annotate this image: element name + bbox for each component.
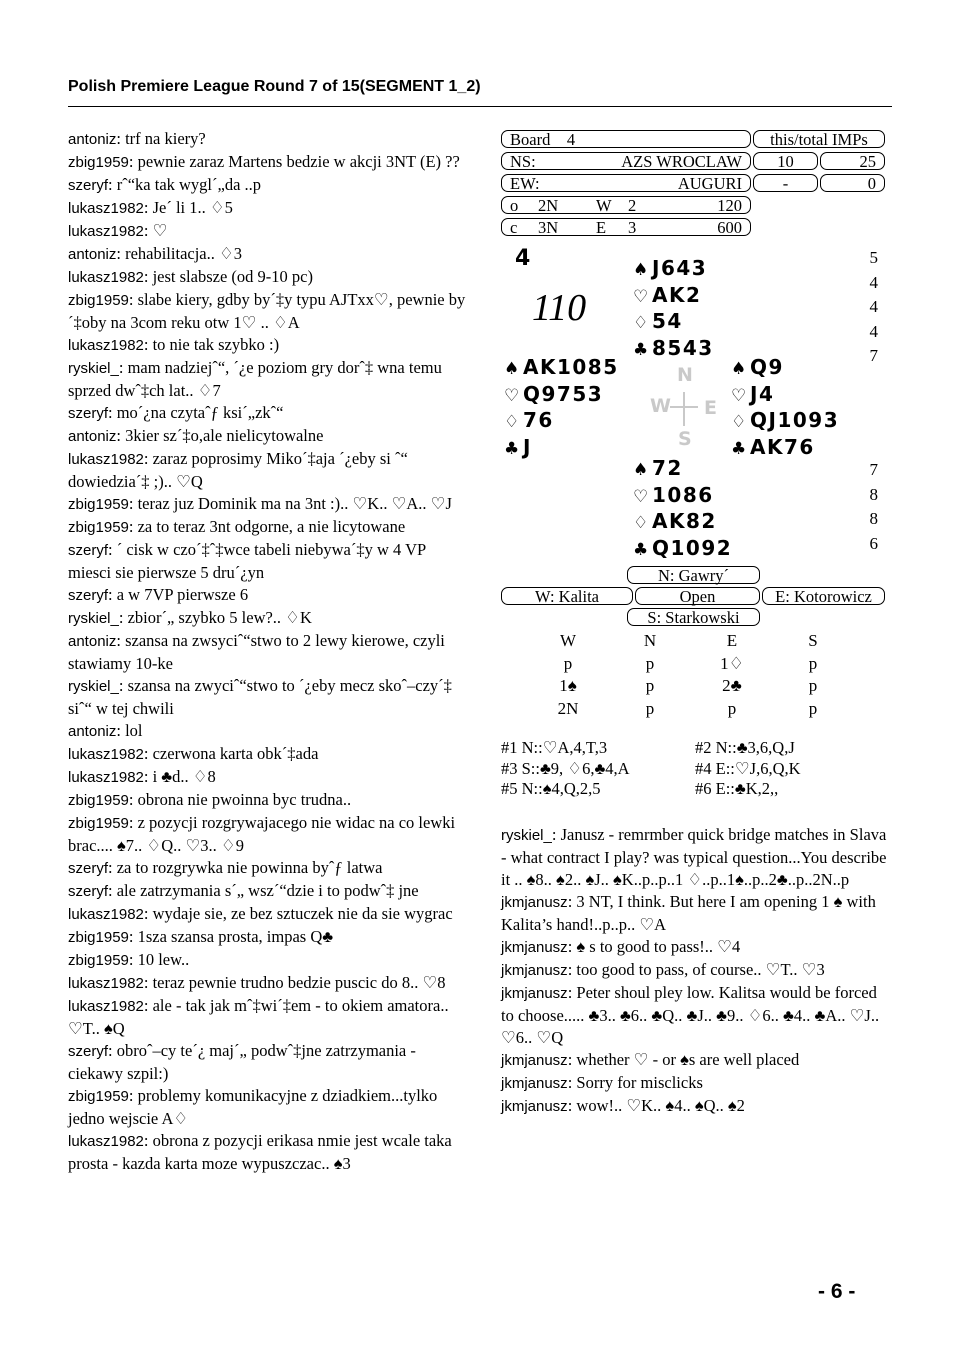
comment-line [68,402,466,425]
board-num: 4 [566,130,576,149]
comment-text: : problemy komunikacyjne z dziadkiem...tylko jedno wejscie A♢ [68,1086,438,1128]
comment-line [501,936,893,959]
east-spades: ♠ Q9 [731,355,839,382]
ns-team: AZS WROCLAW [621,152,742,171]
comment-text: : ale - tak jak mˆ‡wi´‡em - to okiem amatora.. ♡T.. ♠Q [68,996,449,1038]
auction-col-w: W p 1♠ 2N [557,631,579,718]
comment-text: : zbior´„ szybko 5 lew?.. ♢K [118,608,312,627]
open-room-result [501,196,751,214]
club-icon: ♣ [504,438,520,459]
comment-text: : Sorry for misclicks [567,1073,703,1092]
diamond-icon: ♢ [633,513,649,533]
comment-nick: lukasz1982 [68,1133,144,1150]
comment-line [68,630,466,675]
south-hearts: ♡ 1086 [633,483,732,510]
spade-icon: ♠ [633,460,649,480]
comment-line [68,743,466,766]
comment-nick: lukasz1982 [68,337,144,354]
comment-line [68,812,466,857]
ns-total-imps: 25 [820,152,885,170]
comment-line [68,766,466,789]
comment-nick: antoniz [68,131,117,148]
comment-nick: jkmjanusz [501,962,568,979]
comment-line [501,982,893,1049]
north-diamonds: ♢ 54 [633,309,714,336]
auction-col-s: S p p p [808,631,818,718]
comment-line [68,972,466,995]
imps-label-box: this/total IMPs [753,130,885,148]
comment-text: : trf na kiery? [116,129,206,148]
comment-nick: zbig1959 [68,815,129,832]
comment-text: : slabe kiery, gdby by´‡y typu AJTxx♡, pewnie by´‡oby na 3com reku otw 1♡ .. ♢A [68,290,466,332]
comment-line [68,334,466,357]
comment-nick: ryskiel_ [68,360,119,377]
player-south: S: Starkowski [627,608,760,626]
comment-nick: szeryf [68,542,109,559]
comment-nick: zbig1959 [68,929,129,946]
comment-text: : wow!.. ♡K.. ♠4.. ♠Q.. ♠2 [567,1096,745,1115]
open-declarer: W [596,196,612,215]
comment-line [68,926,466,949]
comment-text: : jest slabsze (od 9-10 pc) [143,267,313,286]
comment-line [68,903,466,926]
comment-nick: lukasz1982 [68,223,144,240]
comment-line [68,289,466,334]
comment-nick: lukasz1982 [68,769,144,786]
comment-line [68,584,466,607]
trick-lead: #4 E::♡J,6,Q,K [695,758,801,778]
closed-score: 600 [717,218,742,237]
page-header-title: Polish Premiere League Round 7 of 15(SEGMENT 1_2) [68,78,481,95]
trick-lead: #2 N::♣3,6,Q,J [695,738,795,757]
comment-text: : obrona nie pwoinna byc trudna.. [128,790,352,809]
comment-line [68,1130,466,1175]
comment-text: : zaraz poprosimy Miko´‡aja ´¿eby si ˆ“ dowiedzia´‡ ;).. ♡Q [68,449,408,491]
comment-nick: zbig1959 [68,292,129,309]
comment-line [68,197,466,220]
open-score: 120 [717,196,742,215]
closed-contract: 3N [538,218,559,237]
comment-line [68,1040,466,1085]
comment-text: : ale zatrzymania s´„ wsz´“dzie i to podwˆ‡ jne [108,881,419,900]
comment-nick: zbig1959 [68,952,129,969]
comment-line [68,720,466,743]
comment-line [501,1095,893,1118]
comment-nick: lukasz1982 [68,269,144,286]
comment-text: : mam nadziejˆ“, ´¿e poziom gry dorˆ‡ wna temu sprzed dwˆ‡ch lat.. ♢7 [68,358,442,400]
comment-nick: lukasz1982 [68,998,144,1015]
comment-nick: antoniz [68,633,117,650]
comment-text: : szansa na zwyciˆ“stwo to ´¿eby mecz skoˆ–czy´‡ siˆ“ w tej chwili [68,676,452,718]
ew-team: AUGURI [677,174,742,193]
comment-line [501,891,893,936]
comment-nick: antoniz [68,428,117,445]
player-north: N: Gawry´ [627,566,760,584]
club-icon: ♣ [633,539,649,560]
ns-label: NS: [510,152,536,171]
comment-nick: antoniz [68,246,117,263]
comment-nick: zbig1959 [68,792,129,809]
diamond-icon: ♢ [633,313,649,333]
comment-line [68,266,466,289]
comment-nick: lukasz1982 [68,906,144,923]
comment-nick: jkmjanusz [501,1098,568,1115]
north-spades: ♠ J643 [633,256,714,283]
auction-col-e: E 1♢ 2♣ p [720,631,744,718]
comment-line [68,448,466,493]
compass-east: E [704,397,717,419]
heart-icon: ♡ [504,385,520,406]
comment-nick: ryskiel_ [68,610,119,627]
west-hand [504,355,619,461]
comment-nick: jkmjanusz [501,1075,568,1092]
comment-nick: lukasz1982 [68,746,144,763]
ew-total-imps: 0 [820,174,885,192]
hcp-south-column: 7 8 8 6 [869,460,878,553]
comment-line [68,425,466,448]
closed-room: c [510,218,518,237]
comment-line [68,128,466,151]
comment-nick: szeryf [68,860,109,877]
comment-line [68,675,466,720]
leads-right [695,738,801,800]
west-clubs: ♣ J [504,435,619,462]
comment-line [68,151,466,174]
comment-nick: szeryf [68,883,109,900]
open-tricks: 2 [628,196,637,215]
south-hand [633,456,732,562]
comment-text: : 3kier sz´‡o,ale nielicytowalne [116,426,324,445]
west-diamonds: ♢ 76 [504,408,619,435]
comment-line [68,220,466,243]
comment-nick: szeryf [68,587,109,604]
comment-text: : teraz pewnie trudno bedzie puscic do 8.. ♡8 [143,973,446,992]
player-west: W: Kalita [501,587,633,605]
comment-line [68,857,466,880]
auction-col-n: N p p p [643,631,657,718]
comment-nick: ryskiel_ [68,678,119,695]
header-rule [68,106,892,107]
heart-icon: ♡ [633,286,649,307]
deal-board-number: 4 [515,246,531,271]
comment-nick: lukasz1982 [68,451,144,468]
comment-line [68,493,466,516]
comment-nick: jkmjanusz [501,985,568,1002]
comment-line [68,880,466,903]
comment-line [68,949,466,972]
comment-nick: zbig1959 [68,496,129,513]
comment-text: : za to teraz 3nt odgorne, a nie licytowane [128,517,406,536]
comment-text: : 3 NT, I think. But here I am opening 1 ♠ with Kalita’s hand!..p..p.. ♡A [501,892,876,934]
trick-lead: #3 S::♣9, ♢6,♣4,A [501,758,630,778]
spade-icon: ♠ [504,359,520,379]
comment-nick: zbig1959 [68,519,129,536]
comment-text: : Je´ li 1.. ♢5 [143,198,233,217]
north-hand [633,256,714,362]
spade-icon: ♠ [731,359,747,379]
comment-line [68,357,466,402]
comment-text: : czerwona karta obk´‡ada [143,744,319,763]
comment-text: : pewnie zaraz Martens bedzie w akcji 3NT (E) ?? [128,152,460,171]
ew-this-imps: - [753,174,818,192]
east-diamonds: ♢ QJ1093 [731,408,839,435]
comment-text: : too good to pass, of course.. ♡T.. ♡3 [567,960,825,979]
trick-lead: #6 E::♣K,2,, [695,779,779,798]
closed-declarer: E [596,218,607,237]
ew-box [501,174,751,192]
comment-text: : teraz juz Dominik ma na 3nt :).. ♡K.. ♡A.. ♡J [128,494,452,513]
comment-line [68,1085,466,1130]
comment-text: : za to rozgrywka nie powinna byˆƒ latwa [108,858,383,877]
ns-box [501,152,751,170]
ns-this-imps: 10 [753,152,818,170]
deal-score: 110 [532,287,587,329]
comment-line [501,824,893,891]
comment-line [68,243,466,266]
east-hand [731,355,839,461]
comment-text: : wydaje sie, ze bez sztuczek nie da sie wygrac [143,904,453,923]
comment-text: : Janusz - remrmber quick bridge matches in Slava - what contract I play? was typical question...You describe it .. ♠8.. ♠2.. ♠J.. ♠K..p..p..1 ♢..p..1♠..p..2♣..p..2N..p [501,825,887,889]
west-spades: ♠ AK1085 [504,355,619,382]
south-diamonds: ♢ AK82 [633,509,732,536]
comment-text: : a w 7VP pierwsze 6 [108,585,249,604]
left-comments [68,128,466,1175]
comment-line [68,607,466,630]
comment-line [68,539,466,584]
comment-text: : ♡ [143,221,168,240]
comment-text: : obrona z pozycji erikasa nmie jest wcale taka prosta - kazda karta moze wypuszczac.. ♠3 [68,1131,452,1173]
ew-label: EW: [510,174,540,193]
closed-room-result [501,218,751,236]
board-label-box [501,130,751,148]
comment-text: : whether ♡ - or ♠s are well placed [567,1050,800,1069]
comment-text: : Peter shoul pley low. Kalitsa would be forced to choose..... ♣3.. ♣6.. ♣Q.. ♣J.. ♣9.. ♢6.. ♣4.. ♣A.. ♡J.. ♡6.. ♡Q [501,983,880,1047]
comment-text: : szansa na zwsyciˆ“stwo to 2 lewy kierowe, czyli stawiamy 10-ke [68,631,445,673]
comment-line [68,995,466,1040]
page-number: - 6 - [818,1280,856,1303]
comment-text: : rˆ“ka tak wygl´„da ..p [108,175,262,194]
comment-line [501,959,893,982]
comment-line [501,1049,893,1072]
south-clubs: ♣ Q1092 [633,536,732,563]
comment-nick: zbig1959 [68,154,129,171]
comment-line [68,174,466,197]
comment-nick: szeryf [68,177,109,194]
compass [648,362,720,458]
hcp-north-column: 5 4 4 4 7 [869,248,878,365]
comment-text: : obroˆ–cy te´¿ maj´„ podwˆ‡jne zatrzymania - ciekawy szpil:) [68,1041,416,1083]
west-hearts: ♡ Q9753 [504,382,619,409]
north-hearts: ♡ AK2 [633,283,714,310]
comment-line [501,1072,893,1095]
closed-tricks: 3 [628,218,637,237]
comment-nick: ryskiel_ [501,827,552,844]
leads-left [501,738,630,800]
east-hearts: ♡ J4 [731,382,839,409]
comment-text: : ´ cisk w czo´‡ˆ‡wce tabeli niebywa´‡y w 4 VP miesci sie pierwsze 5 dru´¿yn [68,540,426,582]
comment-text: : rehabilitacja.. ♢3 [116,244,243,263]
player-east: E: Kotorowicz [762,587,885,605]
compass-south: S [678,428,692,450]
comment-text: : i ♣d.. ♢8 [143,767,216,786]
comment-nick: lukasz1982 [68,975,144,992]
comment-nick: szeryf [68,405,109,422]
club-icon: ♣ [633,339,649,360]
board-label: Board [510,130,551,149]
trick-lead: #5 N::♠4,Q,2,5 [501,779,601,798]
trick-lead: #1 N::♡A,4,T,3 [501,738,608,757]
comment-text: : lol [116,721,143,740]
spade-icon: ♠ [633,260,649,280]
right-comments [501,824,893,1118]
comment-nick: antoniz [68,723,117,740]
comment-text: : 10 lew.. [128,950,190,969]
comment-text: : ♠ s to good to pass!.. ♡4 [567,937,741,956]
comment-nick: jkmjanusz [501,939,568,956]
comment-nick: lukasz1982 [68,200,144,217]
comment-text: : mo´¿na czytaˆƒ ksi´„zkˆ“ [108,403,284,422]
comment-line [68,789,466,812]
heart-icon: ♡ [731,385,747,406]
comment-text: : z pozycji rozgrywajacego nie widac na co lewki brac.... ♠7.. ♢Q.. ♡3.. ♢9 [68,813,456,855]
room-label: Open [635,587,760,605]
compass-north: N [677,364,693,386]
heart-icon: ♡ [633,486,649,507]
compass-west: W [650,395,671,417]
comment-nick: jkmjanusz [501,894,568,911]
open-contract: 2N [538,196,559,215]
comment-nick: zbig1959 [68,1088,129,1105]
club-icon: ♣ [731,438,747,459]
east-clubs: ♣ AK76 [731,435,839,462]
comment-nick: jkmjanusz [501,1052,568,1069]
comment-text: : to nie tak szybko :) [143,335,280,354]
open-room: o [510,196,519,215]
comment-line [68,516,466,539]
diamond-icon: ♢ [504,412,520,432]
comment-text: : 1sza szansa prosta, impas Q♣ [128,927,334,946]
south-spades: ♠ 72 [633,456,732,483]
north-clubs: ♣ 8543 [633,336,714,363]
diamond-icon: ♢ [731,412,747,432]
comment-nick: szeryf [68,1043,109,1060]
